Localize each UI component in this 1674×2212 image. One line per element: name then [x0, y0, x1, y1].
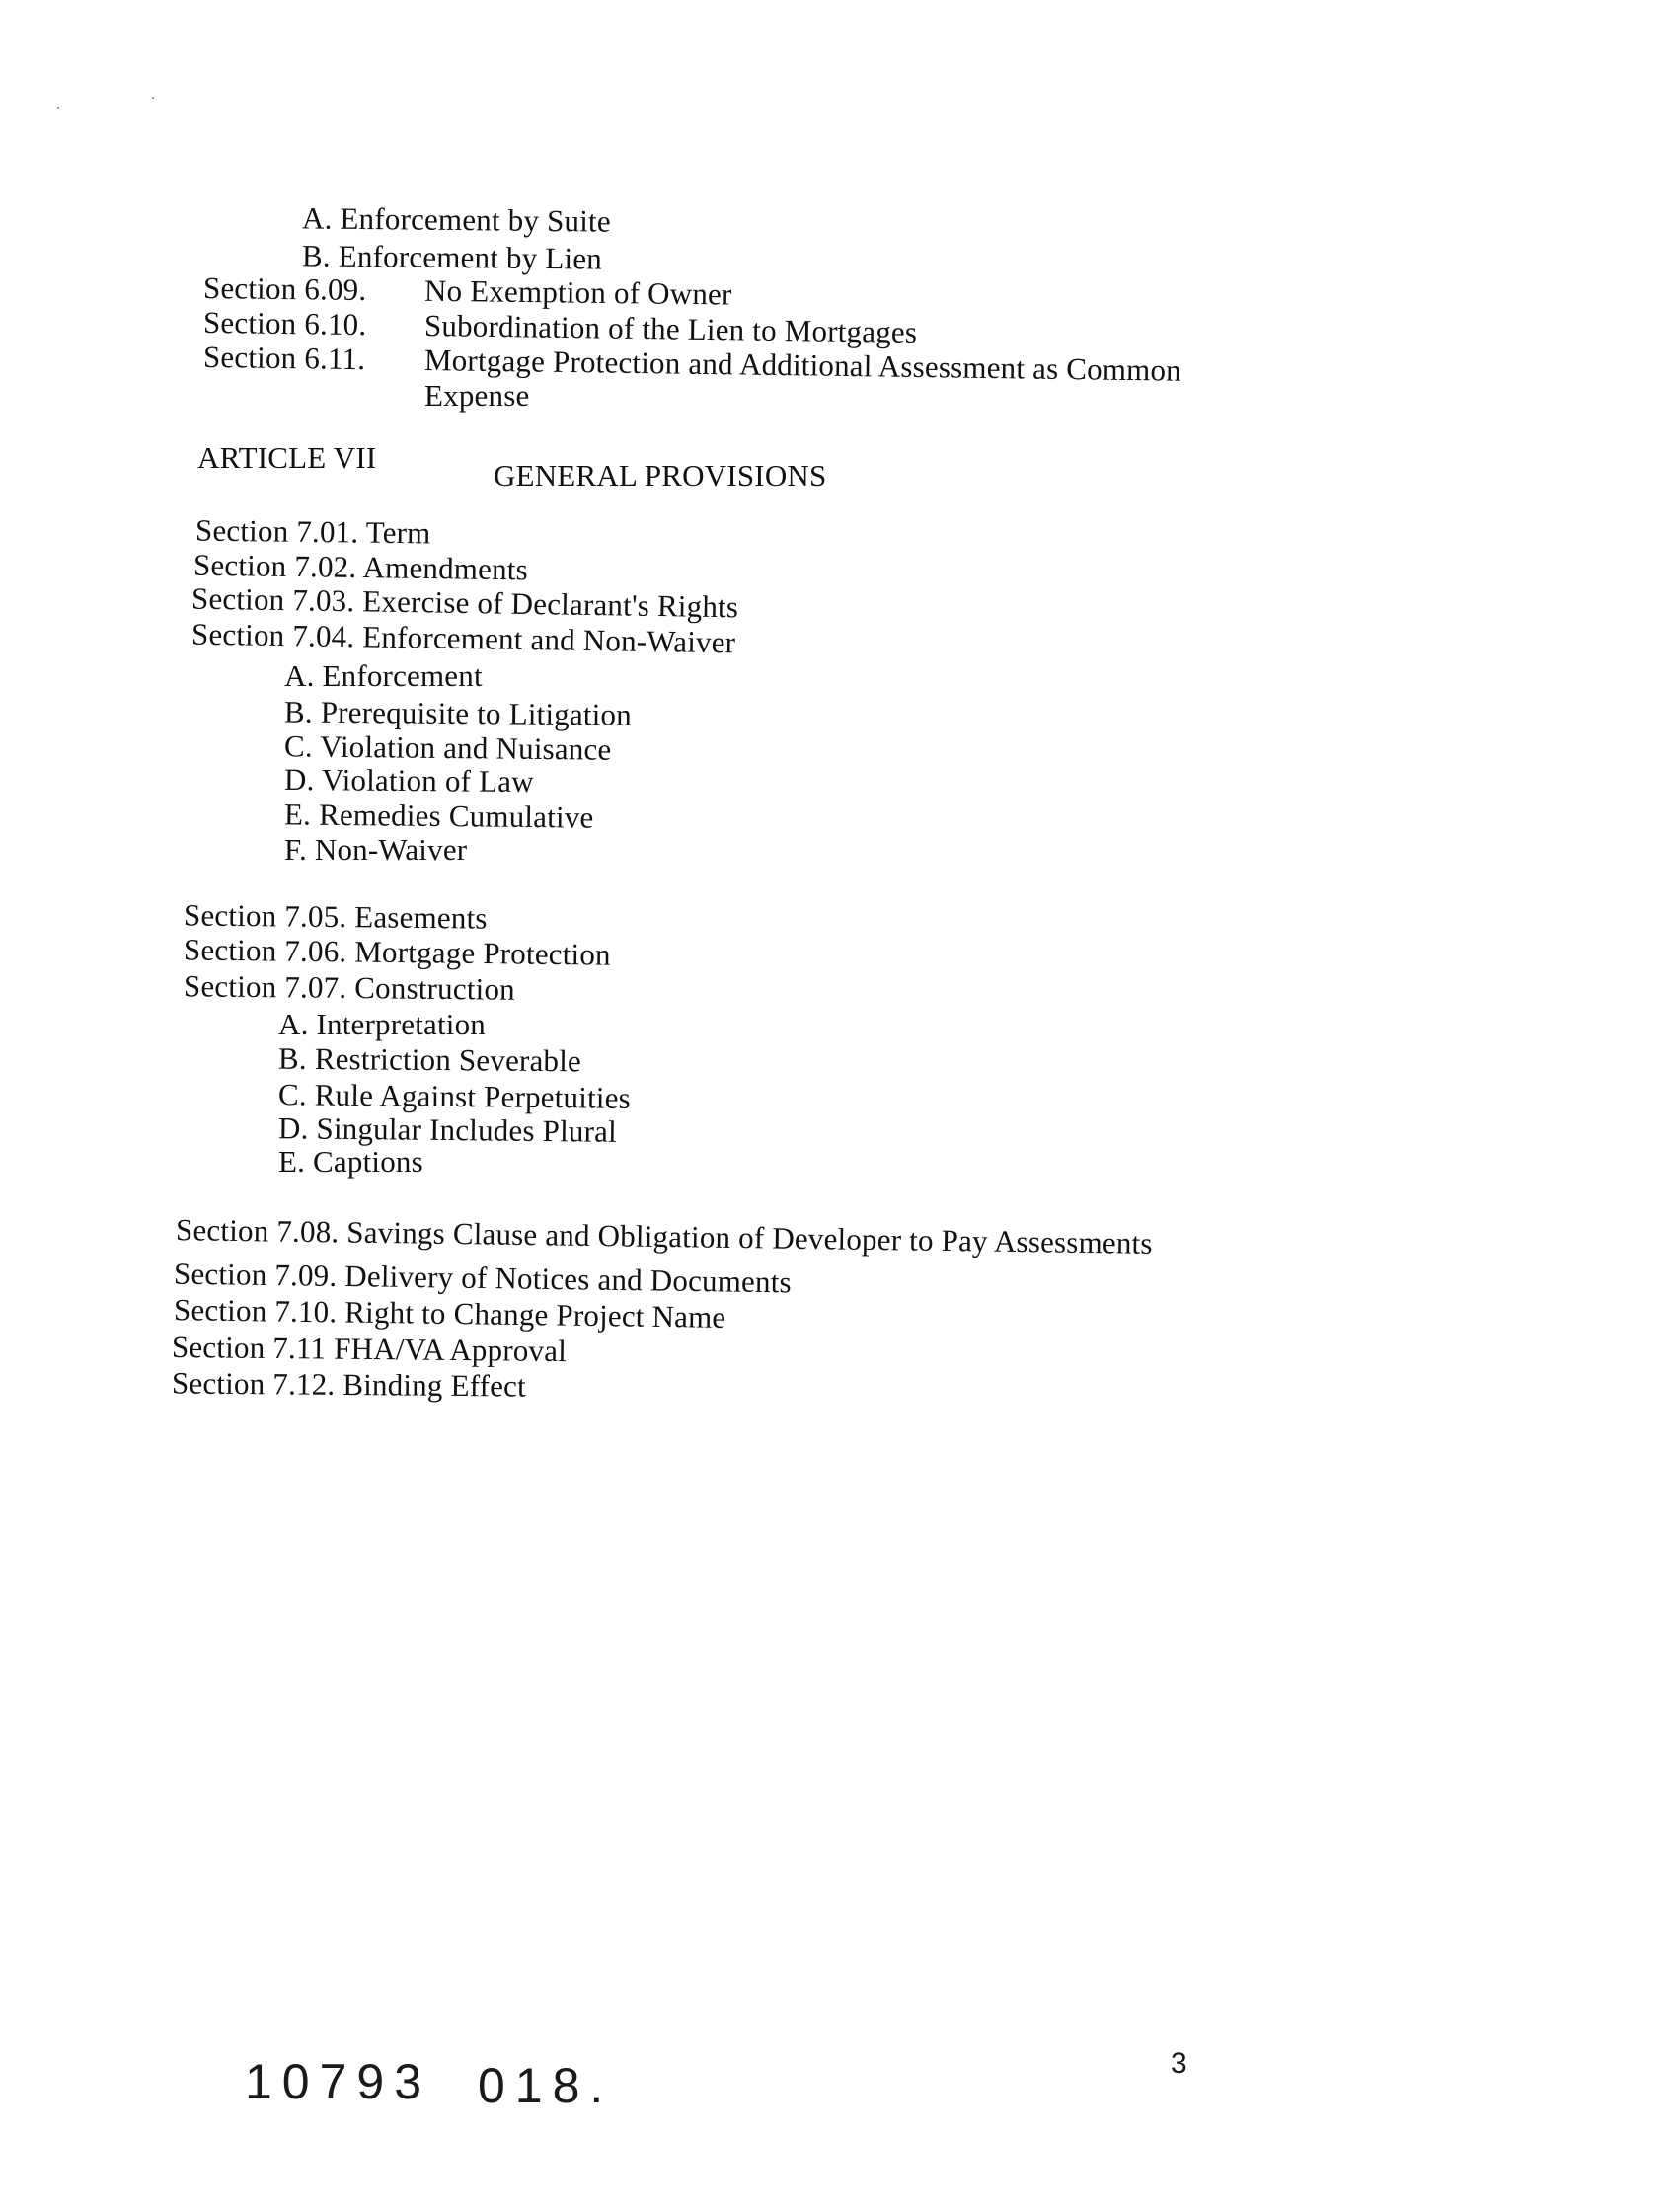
toc-section-entry: Section 7.05. Easements	[183, 897, 488, 936]
section-title: Subordination of the Lien to Mortgages	[423, 307, 918, 349]
scan-speck	[57, 107, 59, 109]
toc-section-entry	[202, 269, 732, 312]
toc-subitem: B. Enforcement by Lien	[301, 238, 603, 276]
recording-page-number: 018.	[478, 2058, 614, 2113]
toc-subitem: A. Interpretation	[278, 1007, 486, 1041]
toc-subitem: C. Violation and Nuisance	[283, 728, 612, 767]
toc-subitem: E. Captions	[278, 1144, 423, 1179]
toc-section-entry	[202, 304, 918, 349]
toc-section-entry: Section 7.03. Exercise of Declarant's Rights	[190, 580, 739, 625]
toc-section-entry: Section 7.06. Mortgage Protection	[183, 932, 611, 972]
scan-speck	[152, 97, 154, 99]
toc-subitem: F. Non-Waiver	[284, 832, 468, 867]
toc-subitem: D. Violation of Law	[283, 761, 534, 800]
toc-section-entry	[202, 339, 1182, 388]
recording-book-number: 10793	[245, 2054, 432, 2109]
section-title: Mortgage Protection and Additional Assessment as Common	[423, 342, 1182, 388]
toc-section-entry: Section 7.01. Term	[194, 512, 431, 551]
toc-subitem: B. Restriction Severable	[277, 1040, 582, 1079]
section-title-continuation: Expense	[424, 378, 530, 413]
toc-subitem: D. Singular Includes Plural	[277, 1110, 618, 1149]
toc-section-entry: Section 7.12. Binding Effect	[171, 1365, 527, 1404]
section-number: Section 6.10.	[202, 304, 367, 343]
toc-subitem: E. Remedies Cumulative	[283, 797, 594, 835]
toc-subitem: C. Rule Against Perpetuities	[277, 1077, 632, 1115]
article-label: ARTICLE VII	[197, 440, 377, 475]
toc-section-entry: Section 7.10. Right to Change Project Name	[173, 1292, 726, 1335]
section-number: Section 6.09.	[202, 269, 367, 308]
toc-section-entry: Section 7.07. Construction	[183, 968, 516, 1007]
toc-section-entry: Section 7.11 FHA/VA Approval	[171, 1329, 568, 1369]
page-number: 3	[1171, 2047, 1187, 2080]
section-title: No Exemption of Owner	[423, 272, 732, 312]
toc-section-entry: Section 7.08. Savings Clause and Obligation of Developer to Pay Assessments	[175, 1212, 1153, 1260]
toc-section-entry: Section 7.09. Delivery of Notices and Documents	[173, 1256, 793, 1300]
section-number: Section 6.11.	[202, 339, 366, 377]
toc-subitem: B. Prerequisite to Litigation	[283, 694, 633, 732]
toc-subitem: A. Enforcement	[284, 658, 483, 693]
toc-section-entry: Section 7.04. Enforcement and Non-Waiver	[190, 616, 736, 660]
article-title: GENERAL PROVISIONS	[494, 458, 827, 493]
toc-subitem: A. Enforcement by Suite	[301, 200, 611, 239]
toc-section-entry: Section 7.02. Amendments	[192, 547, 529, 587]
